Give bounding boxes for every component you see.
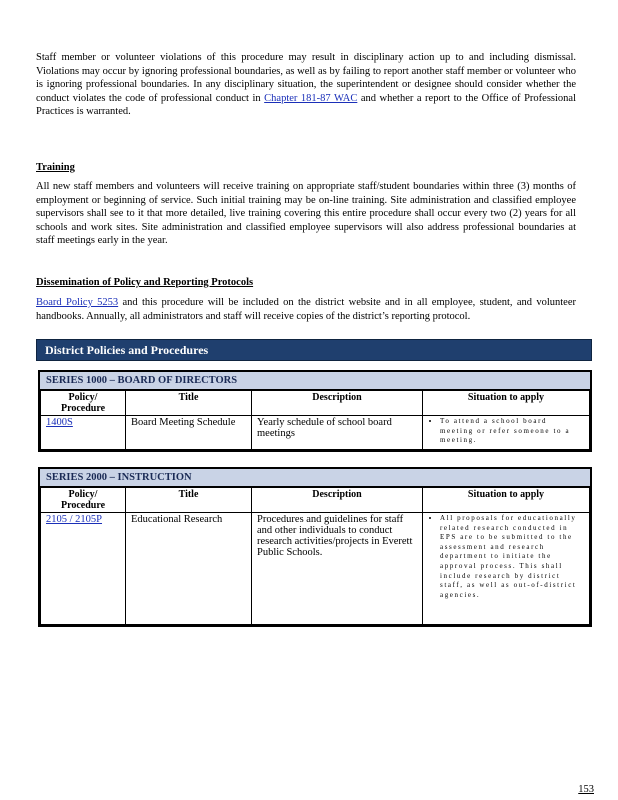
col-description: Description <box>252 391 423 416</box>
wac-link[interactable]: Chapter 181-87 WAC <box>264 92 358 104</box>
policy-description: Procedures and guidelines for staff and other individuals to conduct research activities/projects in Everett Public Schools. <box>252 513 423 625</box>
series-2000-table <box>38 467 592 627</box>
dissemination-text: and this procedure will be included on the district website and in all employee, student, and volunteer handbooks. Annually, all administrators and staff will receive copies of the district’s reporting protocol. <box>36 297 576 322</box>
table-row <box>41 416 590 450</box>
table-row <box>41 513 590 625</box>
series-title: SERIES 2000 – INSTRUCTION <box>40 469 590 487</box>
series-1000-table <box>38 370 592 452</box>
violations-text: Staff member or volunteer violations of this procedure may result in disciplinary action up to and including dismissal. Violations may occur by ignoring professional boundaries, as well as by failing to report another staff member or volunteer who is ignoring professional boundaries. In any disciplinary situation, the superintendent or designee should consider whether the conduct violates the code of professional conduct in <box>36 52 576 104</box>
policy-table <box>40 390 590 450</box>
col-situation: Situation to apply <box>423 488 590 513</box>
policy-title: Board Meeting Schedule <box>126 416 252 450</box>
board-policy-link[interactable]: Board Policy 5253 <box>36 297 119 308</box>
col-title: Title <box>126 488 252 513</box>
col-situation: Situation to apply <box>423 391 590 416</box>
policy-link[interactable]: 1400S <box>46 417 73 428</box>
policy-situation: • To attend a school board meeting or refer someone to a meeting. <box>440 417 584 446</box>
policy-title: Educational Research <box>126 513 252 625</box>
policy-situation: • All proposals for educationally related research conducted in EPS are to be submitted to the assessment and research department to initiate the approval process. This shall include research by district staff, as well as out-of-district agencies. <box>440 514 584 600</box>
col-description: Description <box>252 488 423 513</box>
policy-description: Yearly schedule of school board meetings <box>252 416 423 450</box>
series-title: SERIES 1000 – BOARD OF DIRECTORS <box>40 372 590 390</box>
dissemination-paragraph <box>36 296 576 323</box>
page-number: 153 <box>578 784 594 795</box>
col-policy: Policy/ Procedure <box>41 391 126 416</box>
district-policies-banner: District Policies and Procedures <box>36 339 592 361</box>
col-policy: Policy/ Procedure <box>41 488 126 513</box>
policy-link[interactable]: 2105 / 2105P <box>46 514 103 525</box>
header-row <box>41 391 590 416</box>
policy-table <box>40 487 590 625</box>
training-heading: Training <box>36 162 75 173</box>
training-text: All new staff members and volunteers will receive training on appropriate staff/student boundaries within three (3) months of employment or beginning of service. Such initial training may be on-line training. Site administration and classified employee supervisors shall see to it that more detailed, live training covering this entire procedure shall occur every two (2) years for all schools and work sites. Site administration and classified employee supervisors will also address professional boundaries at staff meetings early in the year. <box>36 181 576 247</box>
col-title: Title <box>126 391 252 416</box>
header-row <box>41 488 590 513</box>
violations-paragraph <box>36 51 576 119</box>
violations-text-after: and whether a report to the Office of Professional Practices is warranted. <box>36 92 576 118</box>
dissemination-heading: Dissemination of Policy and Reporting Protocols <box>36 277 254 288</box>
training-paragraph <box>36 180 576 248</box>
